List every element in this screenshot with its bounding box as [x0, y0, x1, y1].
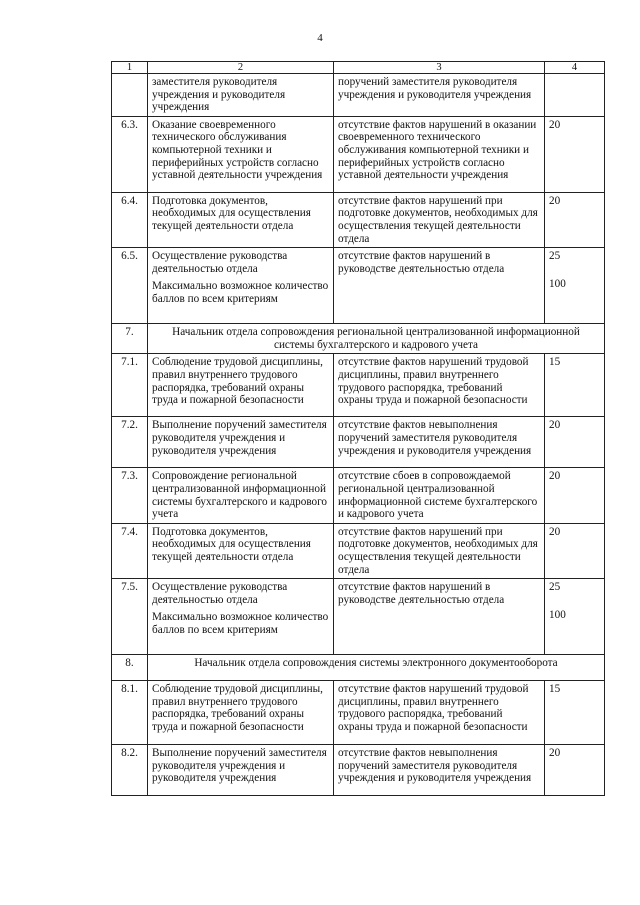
indicator-cell — [334, 579, 545, 655]
indicator-text: отсутствие фактов нарушений трудовой дисциплины, правил внутреннего трудового распорядка, требований охраны труда и пожарной безопасности — [338, 356, 529, 407]
indicator-text: отсутствие сбоев в сопровождаемой региональной централизованной информационной системе бухгалтерского и кадрового учета — [338, 470, 538, 521]
criterion-text: Соблюдение трудовой дисциплины, правил внутреннего трудового распорядка, требований охраны труда и пожарной безопасности — [152, 356, 323, 407]
table-row — [112, 248, 605, 324]
section-number: 8. — [125, 657, 134, 670]
header-row — [112, 62, 605, 74]
indicator-text: отсутствие фактов нарушений трудовой дисциплины, правил внутреннего трудового распорядка, требований охраны труда и пожарной безопасности — [338, 683, 529, 733]
criterion-cell — [148, 468, 334, 523]
points-value: 25 — [549, 250, 561, 263]
item-number-cell — [112, 74, 148, 117]
item-number: 7.1. — [121, 356, 138, 369]
item-number-cell — [112, 417, 148, 468]
criterion-text: Подготовка документов, необходимых для осуществления текущей деятельности отдела — [152, 525, 311, 563]
indicator-text: отсутствие фактов нарушений в руководстве деятельностью отдела — [338, 581, 505, 606]
section-number-cell — [112, 655, 148, 681]
indicator-text: отсутствие фактов невыполнения поручений заместителя руководителя учреждения и руководителя учреждения — [338, 747, 532, 785]
indicator-text: поручений заместителя руководителя учреждения и руководителя учреждения — [338, 76, 532, 101]
item-number-cell — [112, 468, 148, 523]
table-row — [112, 523, 605, 578]
indicator-cell — [334, 192, 545, 247]
indicator-text: отсутствие фактов нарушений в оказании своевременного технического обслуживания компьютерной техники и периферийных устройств согласно уставной деятельности учреждения — [338, 118, 537, 182]
item-number-cell — [112, 523, 148, 578]
points-cell — [545, 74, 605, 117]
section-title: Начальник отдела сопровождения системы электронного документооборота — [194, 657, 558, 670]
item-number-cell — [112, 745, 148, 796]
points-cell — [545, 116, 605, 192]
points-value: 20 — [549, 194, 561, 207]
table-row — [112, 417, 605, 468]
points-cell — [545, 417, 605, 468]
item-number: 8.2. — [121, 747, 138, 760]
indicator-cell — [334, 745, 545, 796]
points-value: 15 — [549, 683, 561, 696]
criterion-text: Сопровождение региональной централизованной информационной системы бухгалтерского и кадрового учета — [152, 470, 328, 521]
item-number: 7.5. — [121, 581, 138, 594]
section-row — [112, 655, 605, 681]
points-value: 20 — [549, 118, 561, 131]
criterion-cell — [148, 681, 334, 745]
table-row — [112, 354, 605, 417]
item-number-cell — [112, 192, 148, 247]
max-score-value: 100 — [549, 277, 566, 290]
criterion-text: Выполнение поручений заместителя руководителя учреждения и руководителя учреждения — [152, 419, 327, 457]
points-cell — [545, 745, 605, 796]
indicator-cell — [334, 417, 545, 468]
item-number: 6.4. — [121, 194, 138, 207]
criterion-cell — [148, 74, 334, 117]
section-title-cell — [148, 655, 605, 681]
criterion-text: Соблюдение трудовой дисциплины, правил внутреннего трудового распорядка, требований охраны труда и пожарной безопасности — [152, 683, 323, 733]
criterion-text: Осуществление руководства деятельностью отдела — [152, 581, 288, 606]
criterion-text: заместителя руководителя учреждения и руководителя учреждения — [152, 76, 286, 114]
table-row — [112, 116, 605, 192]
points-cell — [545, 192, 605, 247]
item-number: 7.4. — [121, 525, 138, 538]
points-value: 25 — [549, 581, 561, 594]
table-row — [112, 74, 605, 117]
indicator-text: отсутствие фактов нарушений в руководстве деятельностью отдела — [338, 250, 505, 275]
table-row — [112, 468, 605, 523]
section-title: Начальник отдела сопровождения региональной централизованной информационной системы бухгалтерского и кадрового учета — [172, 326, 580, 351]
criterion-cell — [148, 354, 334, 417]
criteria-table — [111, 61, 605, 796]
indicator-cell — [334, 681, 545, 745]
item-number-cell — [112, 681, 148, 745]
max-score-value: 100 — [549, 608, 566, 621]
points-value: 20 — [549, 419, 561, 432]
criterion-cell — [148, 116, 334, 192]
points-value: 20 — [549, 747, 561, 760]
points-cell — [545, 579, 605, 655]
table-row — [112, 192, 605, 247]
item-number: 7.3. — [121, 470, 138, 483]
section-number-cell — [112, 324, 148, 354]
item-number-cell — [112, 354, 148, 417]
header-cell-1: 1 — [112, 62, 148, 74]
criteria-table-body — [112, 62, 605, 796]
item-number-cell — [112, 248, 148, 324]
points-value: 20 — [549, 470, 561, 483]
table-row — [112, 745, 605, 796]
table-row — [112, 579, 605, 655]
points-cell — [545, 681, 605, 745]
header-cell-2: 2 — [148, 62, 334, 74]
item-number: 8.1. — [121, 683, 138, 696]
item-number: 6.3. — [121, 118, 138, 131]
points-cell — [545, 468, 605, 523]
indicator-cell — [334, 523, 545, 578]
page-number: 4 — [317, 32, 323, 44]
indicator-cell — [334, 248, 545, 324]
criterion-cell — [148, 248, 334, 324]
criterion-cell — [148, 745, 334, 796]
criterion-cell — [148, 192, 334, 247]
item-number-cell — [112, 579, 148, 655]
criterion-cell — [148, 523, 334, 578]
points-value: 20 — [549, 525, 561, 538]
section-row — [112, 324, 605, 354]
header-cell-4: 4 — [545, 62, 605, 74]
max-score-label: Максимально возможное количество баллов по всем критериям — [152, 280, 329, 305]
indicator-cell — [334, 116, 545, 192]
indicator-text: отсутствие фактов нарушений при подготовке документов, необходимых для осуществления текущей деятельности отдела — [338, 194, 538, 245]
indicator-text: отсутствие фактов нарушений при подготовке документов, необходимых для осуществления текущей деятельности отдела — [338, 525, 538, 576]
item-number: 7.2. — [121, 419, 138, 432]
criterion-text: Подготовка документов, необходимых для осуществления текущей деятельности отдела — [152, 194, 311, 232]
indicator-cell — [334, 468, 545, 523]
indicator-cell — [334, 74, 545, 117]
points-value: 15 — [549, 356, 561, 369]
max-score-label: Максимально возможное количество баллов по всем критериям — [152, 611, 329, 636]
criterion-text: Оказание своевременного технического обслуживания компьютерной техники и периферийных устройств согласно уставной деятельности учреждения — [152, 118, 323, 182]
points-cell — [545, 354, 605, 417]
item-number: 6.5. — [121, 250, 138, 263]
points-cell — [545, 523, 605, 578]
indicator-cell — [334, 354, 545, 417]
points-cell — [545, 248, 605, 324]
criterion-text: Осуществление руководства деятельностью отдела — [152, 250, 288, 275]
criterion-cell — [148, 579, 334, 655]
section-number: 7. — [125, 326, 134, 339]
indicator-text: отсутствие фактов невыполнения поручений заместителя руководителя учреждения и руководителя учреждения — [338, 419, 532, 457]
item-number-cell — [112, 116, 148, 192]
table-row — [112, 681, 605, 745]
criterion-cell — [148, 417, 334, 468]
section-title-cell — [148, 324, 605, 354]
criterion-text: Выполнение поручений заместителя руководителя учреждения и руководителя учреждения — [152, 747, 327, 785]
header-cell-3: 3 — [334, 62, 545, 74]
